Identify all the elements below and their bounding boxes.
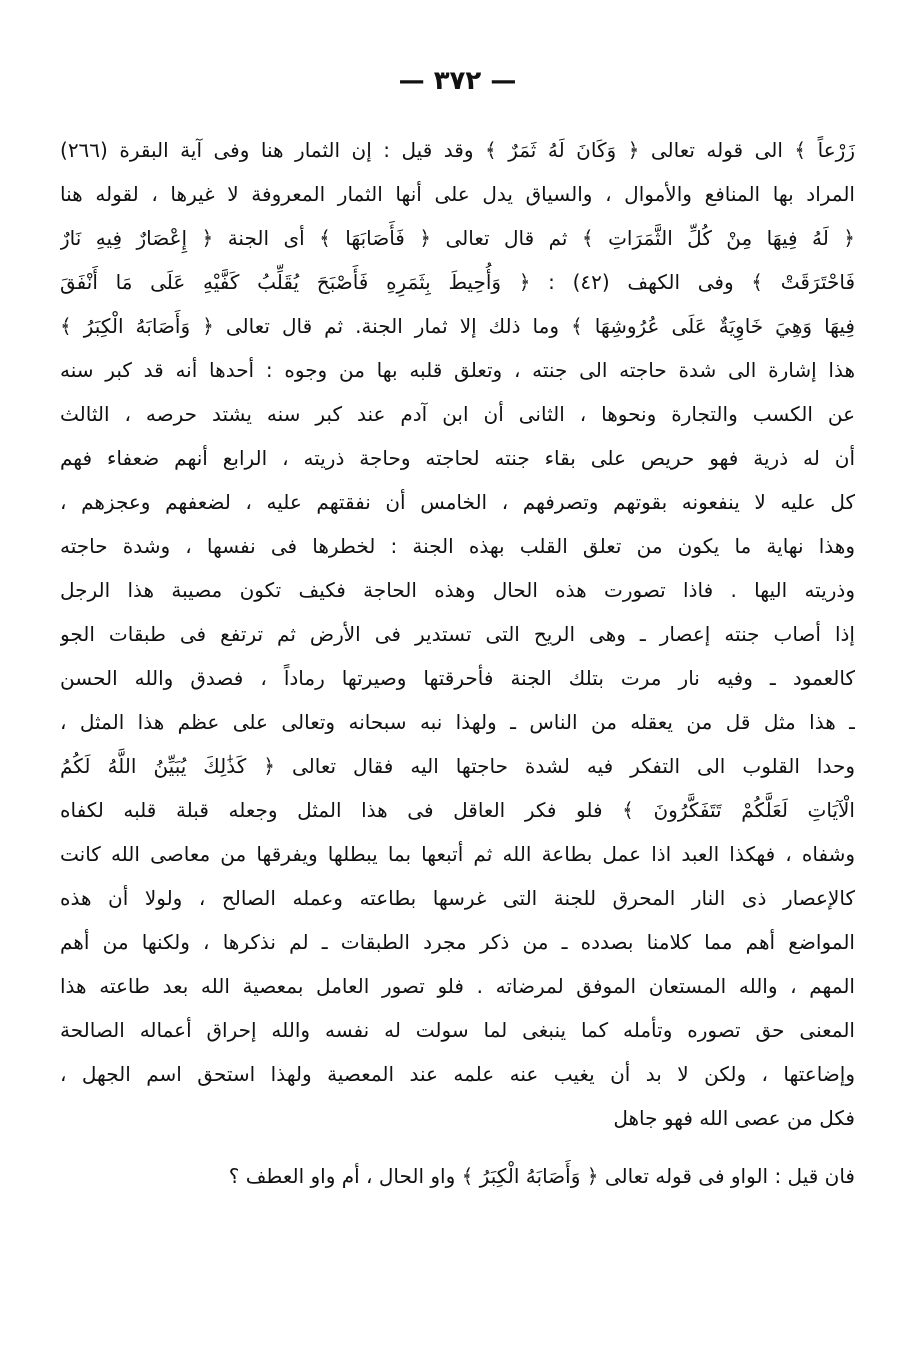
text-line-13: كالعمود ـ وفيه نار مرت بتلك الجنة فأحرقتها وصيرتها رماداً ، فصدق والله الحسن: [60, 666, 855, 690]
text-line-9: كل عليه لا ينفعونه بقوتهم وتصرفهم ، الخامس أن نفقتهم عليه ، لضعفهم وعجزهم ،: [60, 490, 855, 514]
text-line-20: المهم ، والله المستعان الموفق لمرضاته . فلو تصور العامل بمعصية الله بعد طاعته هذا: [60, 974, 855, 998]
text-line-15: وحدا القلوب الى التفكر فيه لشدة حاجتها اليه فقال تعالى ﴿ كَذَٰلِكَ يُبَيِّنُ اللَّهُ لَكُمُ: [60, 754, 855, 778]
text-line-17: وشفاه ، فهكذا العبد اذا عمل بطاعة الله ثم أتبعها بما يبطلها ويفرقها من معاصى الله كانت: [60, 842, 855, 866]
text-line-16: الْآيَاتِ لَعَلَّكُمْ تَتَفَكَّرُونَ ﴾ فلو فكر العاقل فى هذا المثل وجعله قبلة قلبه لكفاه: [60, 798, 855, 822]
text-line-14: ـ هذا مثل قل من يعقله من الناس ـ ولهذا نبه سبحانه وتعالى على عظم هذا المثل ،: [60, 710, 855, 734]
text-line-2: المراد بها المنافع والأموال ، والسياق يدل على أنها الثمار المعروفة لا غيرها ، لقوله هنا: [60, 182, 855, 206]
text-line-24: فان قيل : الواو فى قوله تعالى ﴿ وَأَصَابَهُ الْكِبَرُ ﴾ واو الحال ، أم واو العطف ؟: [228, 1164, 855, 1188]
text-line-18: كالإعصار ذى النار المحرق للجنة التى غرسها بطاعته وعمله الصالح ، ولولا أن هذه: [60, 886, 855, 910]
text-line-22: وإضاعتها ، ولكن لا بد أن يغيب عنه علمه عند المعصية ولهذا استحق اسم الجهل ،: [60, 1062, 855, 1086]
text-line-8: أن له ذرية فهو حريص على بقاء جنته لحاجته وحاجة ذريته ، الرابع أنهم ضعفاء فهم: [60, 446, 855, 470]
text-line-10: وهذا نهاية ما يكون من تعلق القلب بهذه الجنة : لخطرها فى نفسها ، وشدة حاجته: [60, 534, 855, 558]
text-line-21: المعنى حق تصوره وتأمله كما ينبغى لما سولت له نفسه والله إحراق أعماله الصالحة: [60, 1018, 855, 1042]
text-line-1: زَرْعاً ﴾ الى قوله تعالى ﴿ وَكَانَ لَهُ ثَمَرٌ ﴾ وقد قيل : إن الثمار هنا وفى آية البقرة (٢٦٦): [60, 138, 855, 162]
text-line-7: عن الكسب والتجارة ونحوها ، الثانى أن ابن آدم عند كبر سنه يشتد حرصه ، الثالث: [60, 402, 855, 426]
text-line-19: المواضع أهم مما كلامنا بصدده ـ من ذكر مجرد الطبقات ـ لم نذكرها ، ولكنها من أهم: [60, 930, 855, 954]
text-line-12: إذا أصاب جنته إعصار ـ وهى الريح التى تستدير فى الأرض ثم ترتفع فى طبقات الجو: [60, 622, 855, 646]
paragraph-gap: [60, 1140, 855, 1154]
text-line-23: فكل من عصى الله فهو جاهل: [613, 1106, 855, 1130]
body-text: [60, 128, 855, 1198]
text-line-11: وذريته اليها . فاذا تصورت هذه الحال وهذه الحاجة فكيف تكون مصيبة هذا الرجل: [60, 578, 855, 602]
text-line-4: فَاحْتَرَقَتْ ﴾ وفى الكهف (٤٢) : ﴿ وَأُحِيطَ بِثَمَرِهِ فَأَصْبَحَ يُقَلِّبُ كَفَّيْهِ عَلَى مَا أَنْفَقَ: [60, 270, 855, 294]
page-number: — ٣٧٢ —: [398, 66, 517, 96]
text-line-3: ﴿ لَهُ فِيهَا مِنْ كُلِّ الثَّمَرَاتِ ﴾ ثم قال تعالى ﴿ فَأَصَابَهَا ﴾ أى الجنة ﴿ إِعْصَارٌ فِيهِ نَارٌ: [60, 226, 855, 250]
text-line-5: فِيهَا وَهِيَ خَاوِيَةٌ عَلَى عُرُوشِهَا ﴾ وما ذلك إلا ثمار الجنة. ثم قال تعالى ﴿ وَأَصَابَهُ الْكِبَرُ ﴾: [60, 314, 855, 338]
text-line-6: هذا إشارة الى شدة حاجته الى جنته ، وتعلق قلبه بها من وجوه : أحدها أنه قد كبر سنه: [60, 358, 855, 382]
